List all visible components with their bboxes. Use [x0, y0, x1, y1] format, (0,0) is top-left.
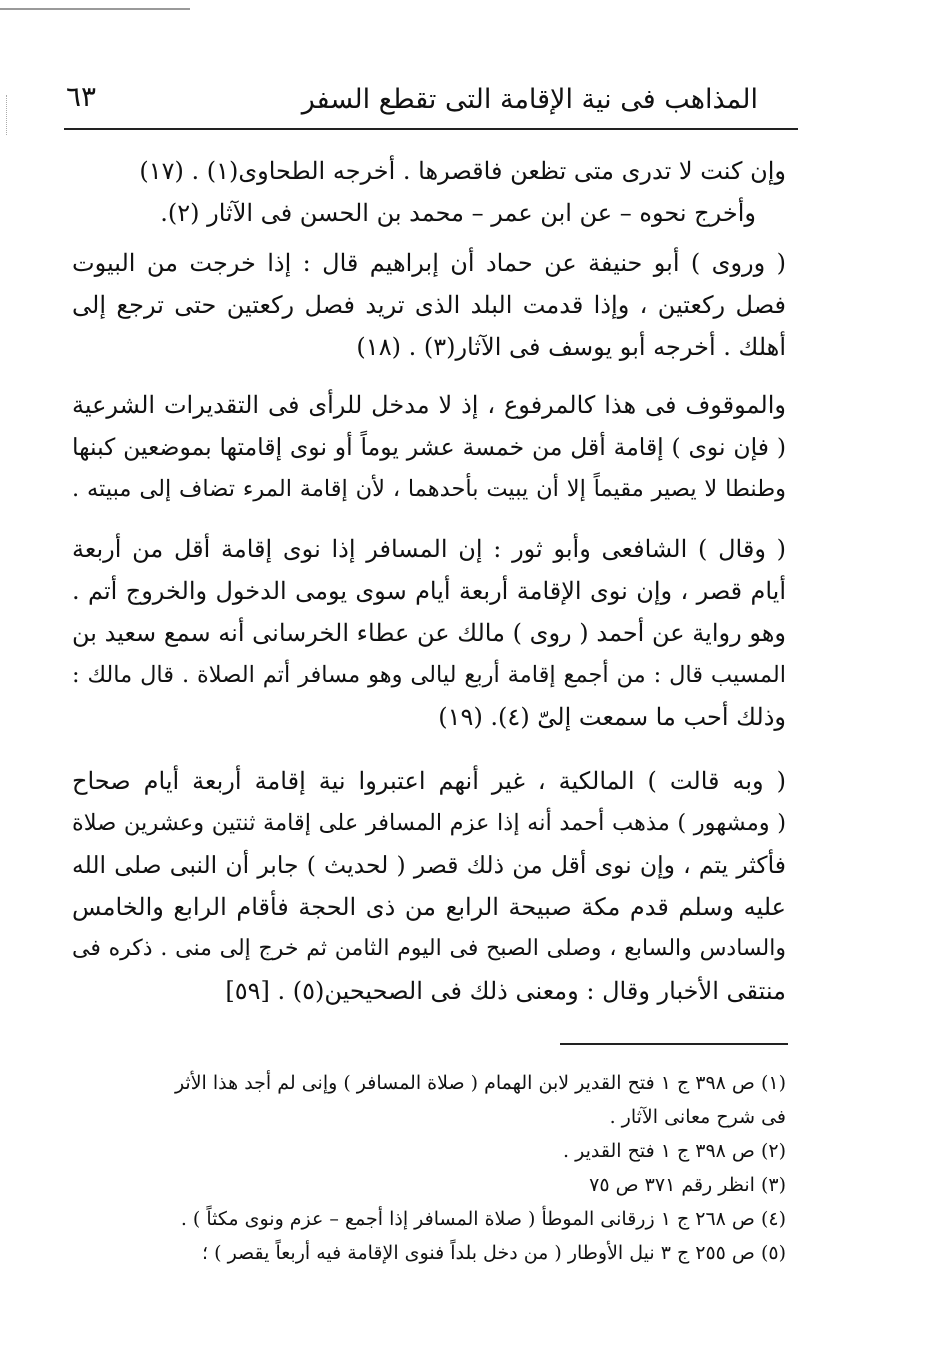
header-rule: [64, 128, 798, 130]
body-line: المسيب قال : من أجمع إقامة أربع ليالى وهو مسافر أتم الصلاة . قال مالك :: [72, 662, 786, 688]
body-line: وهو رواية عن أحمد ( روى ) مالك عن عطاء الخرسانى أنه سمع سعيد بن: [72, 619, 786, 647]
body-line: وذلك أحب ما سمعت إلىّ (٤). (١٩): [438, 703, 786, 731]
paragraph-5: [72, 760, 786, 1012]
footnote-2: (٢) ص ٣٩٨ ج ١ فتح القدير .: [563, 1140, 786, 1162]
paragraph-2: [72, 242, 786, 368]
body-line: والسادس والسابع ، وصلى الصبح فى اليوم الثامن ثم خرج إلى منى . ذكره فى: [72, 936, 786, 961]
footnote-3: (٣) انظر رقم ٣٧١ ص ٧٥: [589, 1174, 786, 1196]
top-edge-rule: [0, 8, 190, 10]
body-line: وإن كنت لا تدرى متى تظعن فاقصرها . أخرجه الطحاوى(١) . (١٧): [139, 157, 786, 185]
page-number: ٦٣: [66, 80, 97, 113]
margin-marks: [6, 95, 8, 135]
body-line: فصل ركعتين ، وإذا قدمت البلد الذى تريد فصل ركعتين حتى ترجع إلى: [72, 291, 786, 319]
paragraph-1: [72, 150, 786, 234]
footnote-1: (١) ص ٣٩٨ ج ١ فتح القدير لابن الهمام ( صلاة المسافر ) وإنى لم أجد هذا الأثر: [174, 1072, 786, 1094]
body-line: وطنطا لا يصير مقيماً إلا أن يبيت بأحدهما ، لأن إقامة المرء تضاف إلى مبيته .: [72, 476, 786, 502]
running-title: المذاهب فى نية الإقامة التى تقطع السفر: [301, 84, 758, 115]
footnote-1-continued: فى شرح معانى الآثار .: [609, 1106, 786, 1128]
body-line: ( وروى ) أبو حنيفة عن حماد أن إبراهيم قال : إذا خرجت من البيوت: [72, 249, 786, 277]
body-line: والموقوف فى هذا كالمرفوع ، إذ لا مدخل للرأى فى التقديرات الشرعية: [72, 391, 786, 419]
footnote-4: (٤) ص ٢٦٨ ج ١ زرقانى الموطأ ( صلاة المسافر إذا أجمع – عزم ونوى مكثاً ) .: [180, 1208, 786, 1230]
paragraph-3: [72, 384, 786, 510]
paragraph-4: [72, 528, 786, 738]
body-line: عليه وسلم قدم مكة صبيحة الرابع من ذى الحجة فأقام الرابع والخامس: [72, 893, 786, 921]
footnote-5: (٥) ص ٢٥٥ ج ٣ نيل الأوطار ( من دخل بلداً فنوى الإقامة فيه أربعاً يقصر ) ؛: [202, 1242, 786, 1264]
body-line: منتقى الأخبار وقال : ومعنى ذلك فى الصحيحين(٥) . [٥٩]: [225, 977, 786, 1005]
body-line: ( ومشهور ) مذهب أحمد أنه إذا عزم المسافر على إقامة ثنتين وعشرين صلاة: [72, 810, 786, 836]
body-line: أهلك . أخرجه أبو يوسف فى الآثار(٣) . (١٨): [356, 333, 786, 361]
body-line: أيام قصر ، وإن نوى الإقامة أربعة أيام سوى يومى الدخول والخروج أتم .: [72, 577, 786, 605]
footnotes: [72, 1066, 786, 1270]
body-line: ( فإن نوى ) إقامة أقل من خمسة عشر يوماً أو نوى إقامتها بموضعين كبنها: [72, 433, 786, 461]
body-line: فأكثر يتم ، وإن نوى أقل من ذلك قصر ( لحديث ) جابر أن النبى صلى الله: [72, 851, 786, 879]
footnote-rule: [560, 1043, 788, 1045]
page-header: [66, 76, 798, 126]
body-line: وأخرج نحوه – عن ابن عمر – محمد بن الحسن فى الآثار (٢).: [160, 199, 756, 227]
body-line: ( وقال ) الشافعى وأبو ثور : إن المسافر إذا نوى إقامة أقل من أربعة: [72, 535, 786, 563]
body-line: ( وبه قالت ) المالكية ، غير أنهم اعتبروا نية إقامة أربعة أيام صحاح: [72, 767, 786, 795]
